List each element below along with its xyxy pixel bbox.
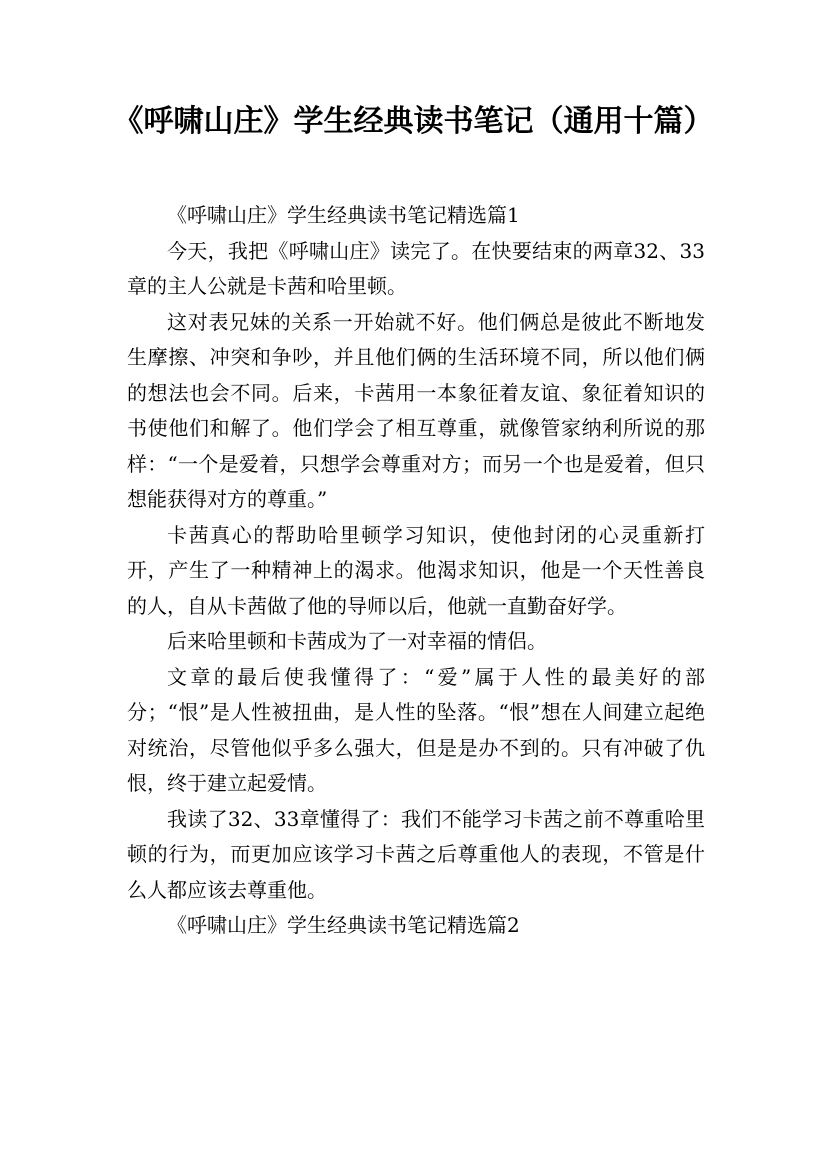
section-heading-2: 《呼啸山庄》学生经典读书笔记精选篇2 xyxy=(167,913,520,937)
paragraph: 卡茜真心的帮助哈里顿学习知识，使他封闭的心灵重新打开，产生了一种精神上的渴求。他渴求知识，他是一个天性善良的人，自从卡茜做了他的导师以后，他就一直勤奋好学。 xyxy=(127,522,705,618)
paragraph: 文章的最后使我懂得了：“爱”属于人性的最美好的部分；“恨”是人性被扭曲，是人性的坠落。“恨”想在人间建立起绝对统治，尽管他似乎多么强大，但是是办不到的。只有冲破了仇恨，终于建立起爱情。 xyxy=(127,664,705,795)
paragraph: 这对表兄妹的关系一开始就不好。他们俩总是彼此不断地发生摩擦、冲突和争吵，并且他们俩的生活环境不同，所以他们俩的想法也会不同。后来，卡茜用一本象征着友谊、象征着知识的书使他们和解了。他们学会了相互尊重，就像管家纳利所说的那样：“一个是爱着，只想学会尊重对方；而另一个也是爱着，但只想能获得对方的尊重。” xyxy=(127,309,705,511)
document-body xyxy=(127,198,705,944)
document-title: 《呼啸山庄》学生经典读书笔记（通用十篇） xyxy=(113,104,714,139)
paragraph: 我读了32、33章懂得了：我们不能学习卡茜之前不尊重哈里顿的行为，而更加应该学习卡茜之后尊重他人的表现，不管是什么人都应该去尊重他。 xyxy=(127,806,705,902)
section-heading-1: 《呼啸山庄》学生经典读书笔记精选篇1 xyxy=(167,203,520,227)
paragraph: 后来哈里顿和卡茜成为了一对幸福的情侣。 xyxy=(167,629,547,653)
paragraph: 今天，我把《呼啸山庄》读完了。在快要结束的两章32、33章的主人公就是卡茜和哈里顿。 xyxy=(127,238,705,298)
